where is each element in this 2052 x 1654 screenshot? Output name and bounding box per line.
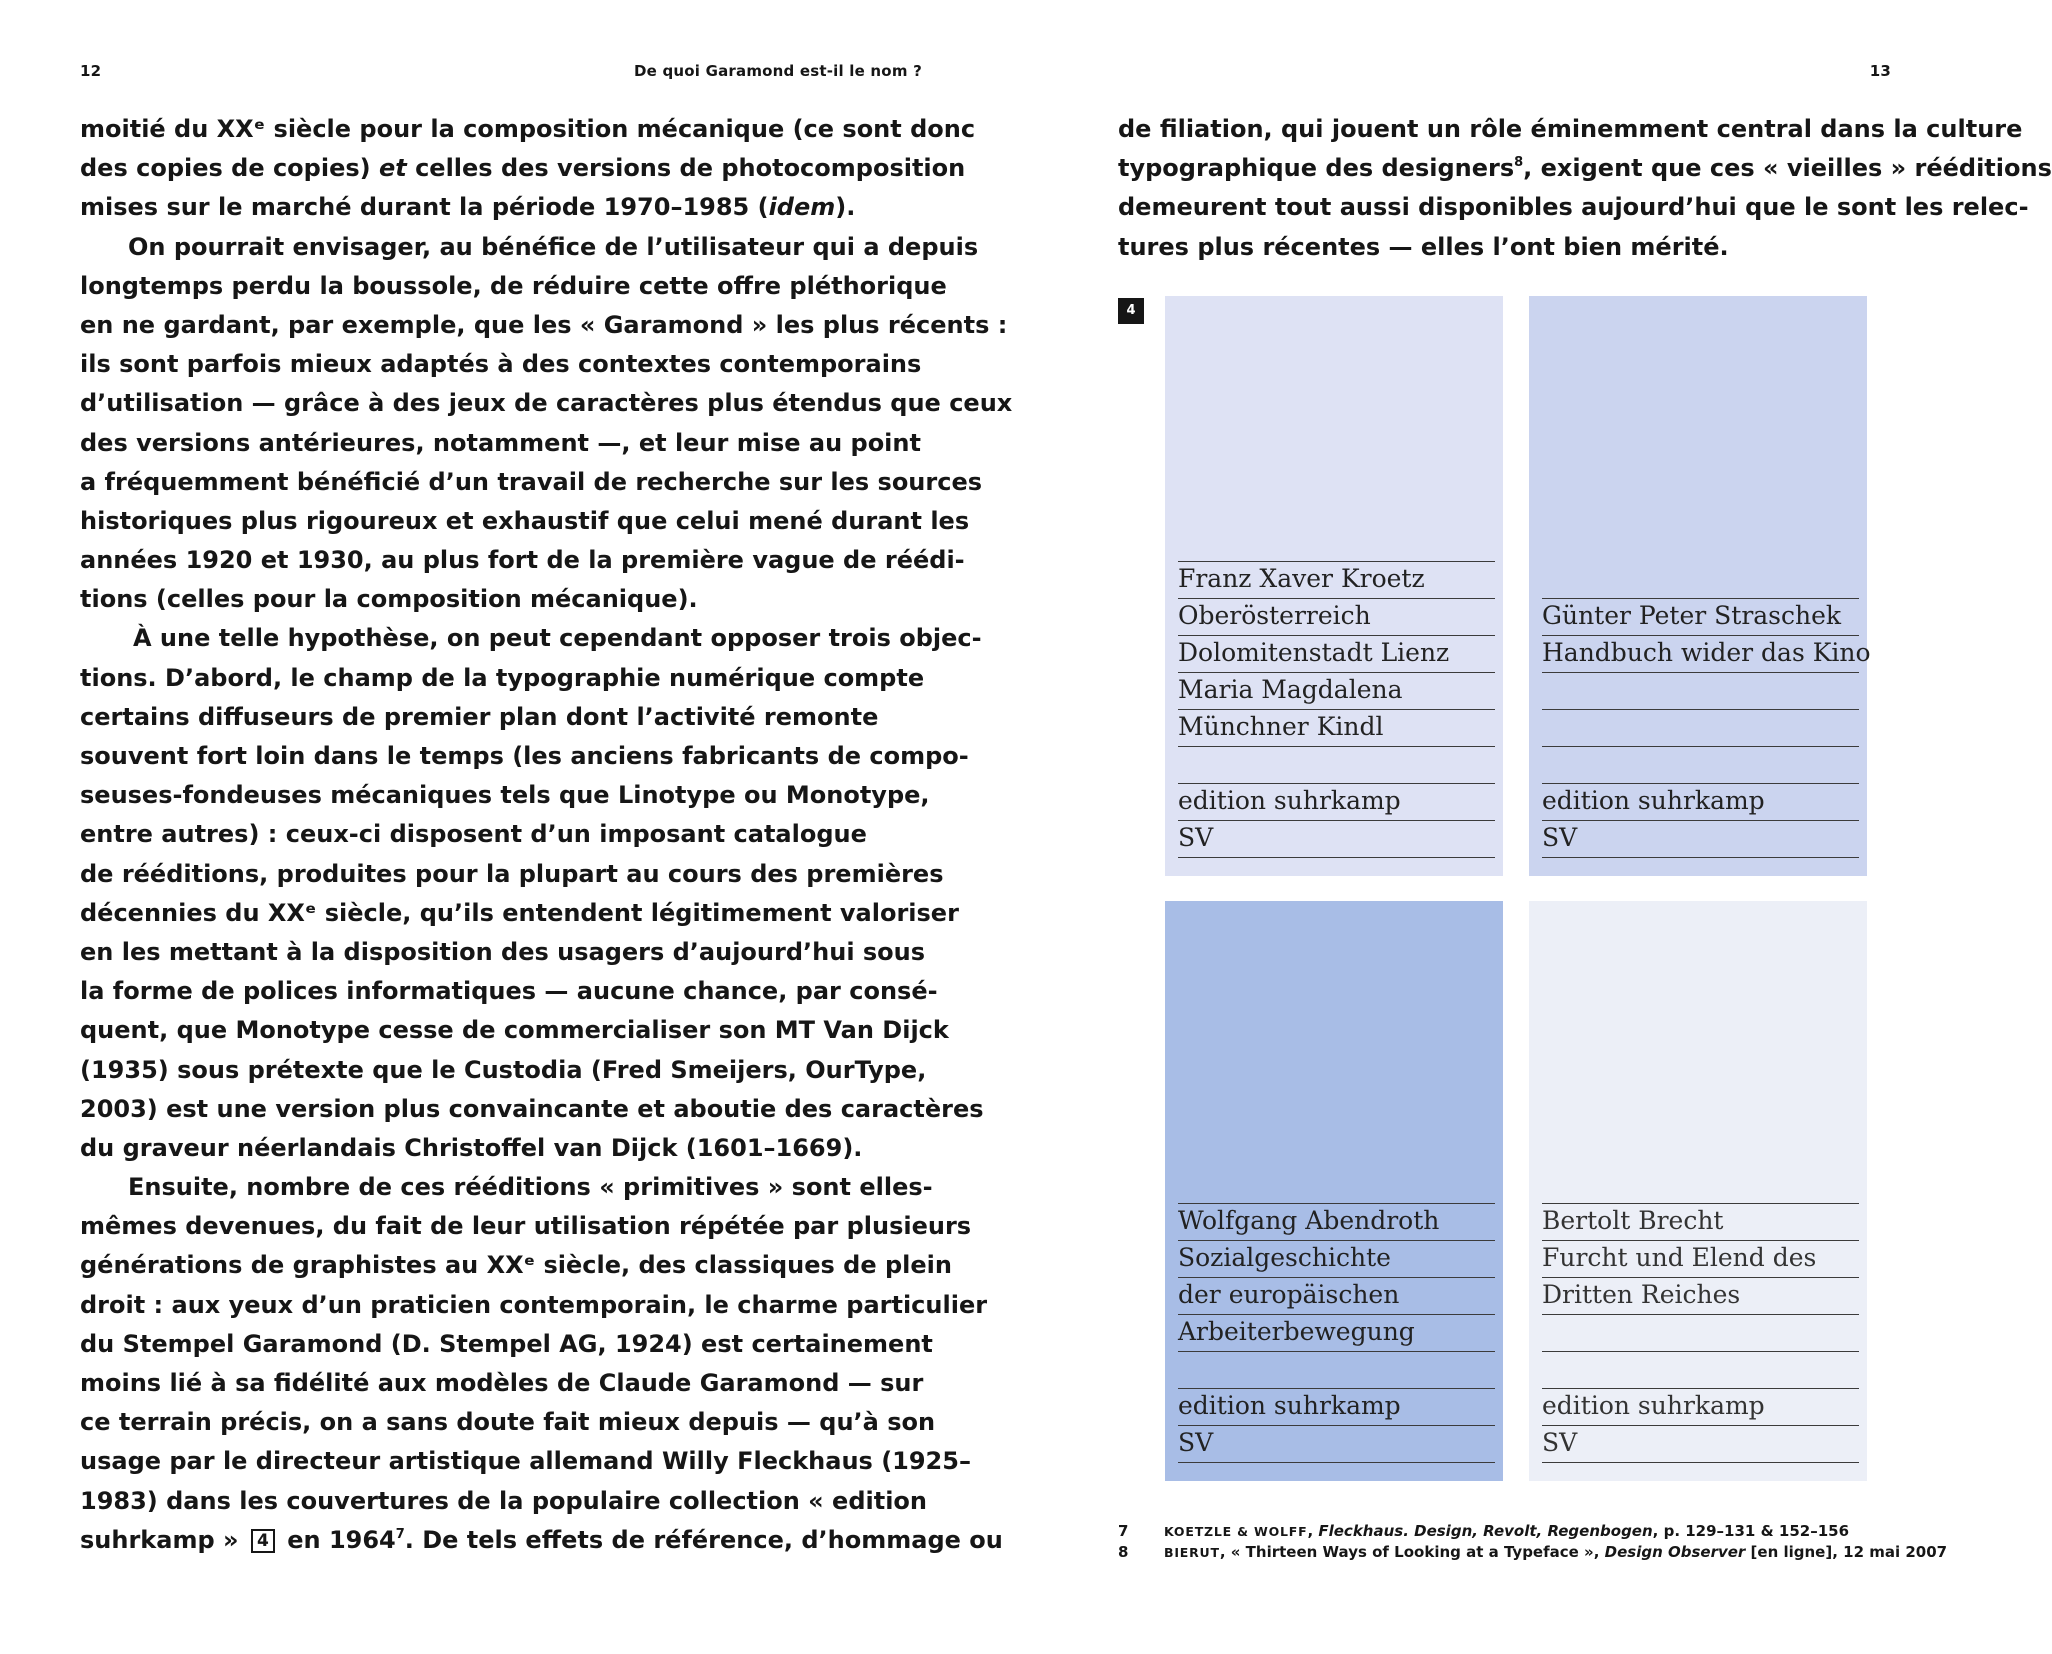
book-cover-kroetz xyxy=(1165,296,1503,876)
cover-line: Handbuch wider das Kino xyxy=(1542,636,1859,673)
footnote-8: 8 BIERUT, « Thirteen Ways of Looking at a Typeface », Design Observer [en ligne], 12 mai 2007 xyxy=(1118,1543,1948,1561)
right-page-body xyxy=(1118,110,2052,267)
cover-line: Münchner Kindl xyxy=(1178,710,1495,747)
text-line: de rééditions, produites pour la plupart au cours des premières xyxy=(80,859,944,888)
cover-line: Maria Magdalena xyxy=(1178,673,1495,710)
text-line: suhrkamp » 4 en 1964$^7$. De tels effets de référence, d’hommage ou xyxy=(80,1525,1003,1554)
cover-line: edition suhrkamp xyxy=(1542,784,1859,821)
text-line: des copies de copies) et celles des versions de photocomposition xyxy=(80,154,966,183)
footnote-7: 7 KOETZLE & WOLFF, Fleckhaus. Design, Revolt, Regenbogen, p. 129–131 & 152–156 xyxy=(1118,1522,1850,1540)
cover-line: edition suhrkamp xyxy=(1542,1389,1859,1426)
cover-line: Wolfgang Abendroth xyxy=(1178,1203,1495,1241)
cover-line xyxy=(1178,1352,1495,1389)
cover-line: SV xyxy=(1178,1426,1495,1463)
text-line: (1935) sous prétexte que le Custodia (Fred Smeijers, OurType, xyxy=(80,1055,927,1084)
cover-line: der europäischen xyxy=(1178,1278,1495,1315)
left-page-number: 12 xyxy=(80,62,102,80)
text-line: On pourrait envisager, au bénéfice de l’utilisateur qui a depuis xyxy=(128,232,979,261)
footnote-marker[interactable]: 7 xyxy=(395,1526,405,1542)
book-cover-brecht xyxy=(1529,901,1867,1481)
text-line: entre autres) : ceux-ci disposent d’un imposant catalogue xyxy=(80,820,867,849)
text-line: moitié du XXᵉ siècle pour la composition mécanique (ce sont donc xyxy=(80,115,976,143)
text-line: années 1920 et 1930, au plus fort de la première vague de réédi- xyxy=(80,546,965,575)
text-line: tures plus récentes — elles l’ont bien mérité. xyxy=(1118,232,1729,261)
text-line: de filiation, qui jouent un rôle éminemment central dans la culture xyxy=(1118,115,2023,143)
text-line: en ne gardant, par exemple, que les « Garamond » les plus récents : xyxy=(80,310,1008,339)
text-line: 2003) est une version plus convaincante et aboutie des caractères xyxy=(80,1094,984,1123)
text-line: a fréquemment bénéficié d’un travail de recherche sur les sources xyxy=(80,467,983,496)
cover-line xyxy=(1542,1352,1859,1389)
text-line: mises sur le marché durant la période 1970–1985 (idem). xyxy=(80,193,856,222)
text-line: usage par le directeur artistique allemand Willy Fleckhaus (1925– xyxy=(80,1447,971,1476)
cover-line: SV xyxy=(1542,1426,1859,1463)
text-line: des versions antérieures, notamment —, et leur mise au point xyxy=(80,428,921,457)
cover-line: Dritten Reiches xyxy=(1542,1278,1859,1315)
cover-text-block xyxy=(1178,1203,1495,1463)
text-line: d’utilisation — grâce à des jeux de caractères plus étendus que ceux xyxy=(80,389,1013,418)
cover-line: Dolomitenstadt Lienz xyxy=(1178,636,1495,673)
text-line: décennies du XXᵉ siècle, qu’ils entendent légitimement valoriser xyxy=(80,898,959,927)
text-line: générations de graphistes au XXᵉ siècle, des classiques de plein xyxy=(80,1251,952,1280)
figure-number-badge: 4 xyxy=(1118,298,1144,324)
cover-text-block xyxy=(1178,561,1495,858)
cover-line: Günter Peter Straschek xyxy=(1542,598,1859,636)
cover-line: Oberösterreich xyxy=(1178,599,1495,636)
text-line: typographique des designers$^8$, exigent que ces « vieilles » rééditions xyxy=(1118,154,2052,183)
running-title: De quoi Garamond est-il le nom ? xyxy=(634,62,922,80)
text-line: ils sont parfois mieux adaptés à des contextes contemporains xyxy=(80,350,922,379)
text-line: tions. D’abord, le champ de la typographie numérique compte xyxy=(80,663,925,692)
text-line: tions (celles pour la composition mécanique). xyxy=(80,585,698,614)
cover-line: Furcht und Elend des xyxy=(1542,1241,1859,1278)
text-line: ce terrain précis, on a sans doute fait mieux depuis — qu’à son xyxy=(80,1408,936,1437)
footnotes xyxy=(1118,1521,1947,1563)
cover-line: edition suhrkamp xyxy=(1178,1389,1495,1426)
cover-text-block xyxy=(1542,598,1871,858)
text-line: mêmes devenues, du fait de leur utilisation répétée par plusieurs xyxy=(80,1212,972,1241)
cover-line xyxy=(1178,747,1495,784)
left-page-body xyxy=(80,110,1013,1560)
text-line: À une telle hypothèse, on peut cependant opposer trois objec- xyxy=(133,624,982,653)
text-line: longtemps perdu la boussole, de réduire cette offre pléthorique xyxy=(80,271,947,300)
text-line: moins lié à sa fidélité aux modèles de Claude Garamond — sur xyxy=(80,1369,924,1397)
text-line: certains diffuseurs de premier plan dont l’activité remonte xyxy=(80,702,879,731)
cover-line xyxy=(1542,710,1859,747)
text-line: du Stempel Garamond (D. Stempel AG, 1924) est certainement xyxy=(80,1329,933,1358)
cover-line: SV xyxy=(1542,821,1859,858)
text-line: du graveur néerlandais Christoffel van Dijck (1601–1669). xyxy=(80,1133,863,1162)
text-line: seuses-fondeuses mécaniques tels que Linotype ou Monotype, xyxy=(80,781,930,810)
book-cover-abendroth xyxy=(1165,901,1503,1481)
cover-line: SV xyxy=(1178,821,1495,858)
book-cover-straschek xyxy=(1529,296,1871,876)
cover-line: Franz Xaver Kroetz xyxy=(1178,561,1495,599)
text-line: souvent fort loin dans le temps (les anciens fabricants de compo- xyxy=(80,742,969,770)
text-line: quent, que Monotype cesse de commercialiser son MT Van Dijck xyxy=(80,1016,949,1045)
cover-line: Sozialgeschichte xyxy=(1178,1241,1495,1278)
cover-line: Bertolt Brecht xyxy=(1542,1203,1859,1241)
cover-line: Arbeiterbewegung xyxy=(1178,1315,1495,1352)
figure-reference[interactable]: 4 xyxy=(251,1529,275,1553)
cover-line xyxy=(1542,673,1859,710)
right-page-number: 13 xyxy=(1869,62,1891,80)
cover-line xyxy=(1542,747,1859,784)
text-line: la forme de polices informatiques — aucune chance, par consé- xyxy=(80,977,938,1006)
text-line: historiques plus rigoureux et exhaustif que celui mené durant les xyxy=(80,506,970,535)
cover-line: edition suhrkamp xyxy=(1178,784,1495,821)
cover-line xyxy=(1542,1315,1859,1352)
cover-text-block xyxy=(1542,1203,1859,1463)
text-line: Ensuite, nombre de ces rééditions « primitives » sont elles- xyxy=(128,1173,933,1202)
text-line: droit : aux yeux d’un praticien contemporain, le charme particulier xyxy=(80,1290,988,1319)
text-line: en les mettant à la disposition des usagers d’aujourd’hui sous xyxy=(80,937,926,966)
text-line: demeurent tout aussi disponibles aujourd’hui que le sont les relec- xyxy=(1118,193,2029,222)
footnote-marker[interactable]: 8 xyxy=(1514,155,1524,171)
text-line: 1983) dans les couvertures de la populaire collection « edition xyxy=(80,1486,927,1515)
